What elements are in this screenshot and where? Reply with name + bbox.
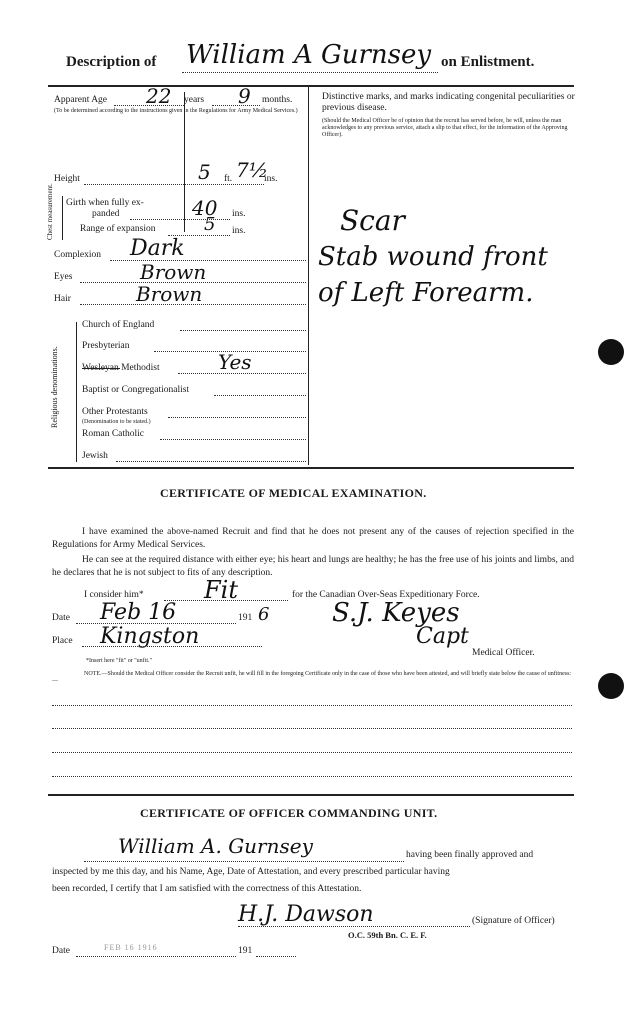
years-label: years: [184, 95, 205, 105]
height-inches: 7½: [236, 158, 269, 182]
marks-line-1: Scar: [340, 204, 405, 237]
medical-date-value: Feb 16: [100, 600, 177, 625]
ft-label: ft.: [224, 174, 233, 184]
age-months: 9: [238, 84, 251, 108]
height-label: Height: [54, 174, 80, 184]
age-note: (To be determined according to the instructions given in the Regulations for Army Medical Services.): [54, 108, 298, 114]
officer-line-2: inspected by me this day, and his Name, Age, Date of Attestation, and every prescribed particular having: [52, 867, 450, 877]
hair-value: Brown: [136, 282, 203, 306]
eyes-value: Brown: [140, 260, 207, 284]
officer-signature-label: (Signature of Officer): [472, 916, 555, 926]
months-label: months.: [262, 95, 293, 105]
officer-date-label: Date: [52, 946, 70, 956]
medical-paragraph-1: I have examined the above-named Recruit and find that he does not present any of the causes of rejection specified in the Regulations for Army Medical Services.: [52, 527, 574, 550]
medical-place-label: Place: [52, 636, 73, 646]
medical-date-label: Date: [52, 613, 70, 623]
girth-label-2: panded: [92, 209, 120, 219]
medical-paragraph-2: He can see at the required distance with either eye; his heart and lungs are healthy; he has the free use of his joints and limbs, and he declares that he is not subject to fits of any description.: [52, 555, 574, 578]
complexion-value: Dark: [130, 236, 185, 261]
title-suffix: on Enlistment.: [441, 54, 535, 70]
marks-note: (Should the Medical Officer be of opinion that the recruit has served before, he will, unless the man acknowledges to any previous service, attach a slip to that effect, for the information of the Approving Officer).: [322, 118, 568, 138]
religion-presbyterian: Presbyterian: [82, 341, 130, 351]
medical-officer-signature: S.J. Keyes: [332, 598, 460, 628]
binder-hole-bottom: [598, 673, 624, 699]
officer-line-1-suffix: having been finally approved and: [406, 850, 534, 860]
officer-signature: H.J. Dawson: [238, 902, 374, 927]
range-value: 5: [204, 214, 216, 235]
medical-officer-rank: Capt: [416, 624, 469, 649]
marks-line-2: Stab wound front: [318, 242, 548, 272]
recruit-name: William A Gurnsey: [186, 40, 432, 70]
religion-baptist: Baptist or Congregationalist: [82, 385, 190, 395]
religion-church-of-england: Church of England: [82, 320, 155, 330]
religion-label: Religious denominations.: [50, 346, 59, 428]
age-years: 22: [146, 84, 172, 108]
ins-label-range: ins.: [232, 226, 246, 236]
range-label: Range of expansion: [80, 224, 156, 234]
binder-hole-top: [598, 339, 624, 365]
eyes-label: Eyes: [54, 272, 73, 282]
officer-unit: O.C. 59th Bn. C. E. F.: [348, 930, 427, 940]
medical-year-value: 6: [258, 604, 270, 625]
marks-heading: Distinctive marks, and marks indicating congenital peculiarities or previous disease.: [322, 92, 575, 113]
fit-value: Fit: [204, 576, 238, 604]
officer-line-3: been recorded, I certify that I am satisfied with the correctness of this Attestation.: [52, 884, 362, 894]
religion-other-protestants: Other Protestants: [82, 407, 148, 417]
ins-label-girth: ins.: [232, 209, 246, 219]
officer-certificate-title: CERTIFICATE OF OFFICER COMMANDING UNIT.: [140, 806, 438, 820]
officer-recruit-name: William A. Gurnsey: [118, 834, 313, 858]
officer-date-stamp: FEB 16 1916: [104, 943, 158, 952]
title-prefix: Description of: [66, 54, 157, 70]
religion-jewish: Jewish: [82, 451, 108, 461]
religion-roman-catholic: Roman Catholic: [82, 429, 145, 439]
consider-prefix: I consider him*: [84, 590, 144, 600]
medical-officer-label: Medical Officer.: [472, 648, 535, 658]
insert-note: *Insert here "fit" or "unfit.": [86, 658, 152, 664]
girth-label-1: Girth when fully ex-: [66, 198, 144, 208]
religion-methodist: Wesleyan Methodist: [82, 363, 160, 373]
chest-label: Chest measurement.: [46, 183, 54, 240]
medical-place-value: Kingston: [100, 624, 200, 649]
medical-certificate-title: CERTIFICATE OF MEDICAL EXAMINATION.: [160, 486, 427, 500]
marks-line-3: of Left Forearm.: [318, 278, 534, 308]
medical-unfit-note: NOTE.—Should the Medical Officer consider the Recruit unfit, he will fill in the foregoing Certificate only in the case of those who have been attested, and will briefly state below the cause of unfitness:—: [52, 671, 572, 684]
officer-date-year: 191: [238, 946, 253, 956]
methodist-mark: Yes: [218, 350, 252, 374]
ins-label-height: ins.: [264, 174, 278, 184]
girth-value: 40: [192, 196, 218, 220]
height-feet: 5: [198, 160, 211, 184]
complexion-label: Complexion: [54, 250, 101, 260]
consider-suffix: for the Canadian Over-Seas Expeditionary Force.: [292, 590, 480, 600]
apparent-age-label: Apparent Age: [54, 95, 108, 105]
other-protestants-note: (Denomination to be stated.): [82, 419, 151, 425]
hair-label: Hair: [54, 294, 71, 304]
medical-year-prefix: 191: [238, 613, 253, 623]
